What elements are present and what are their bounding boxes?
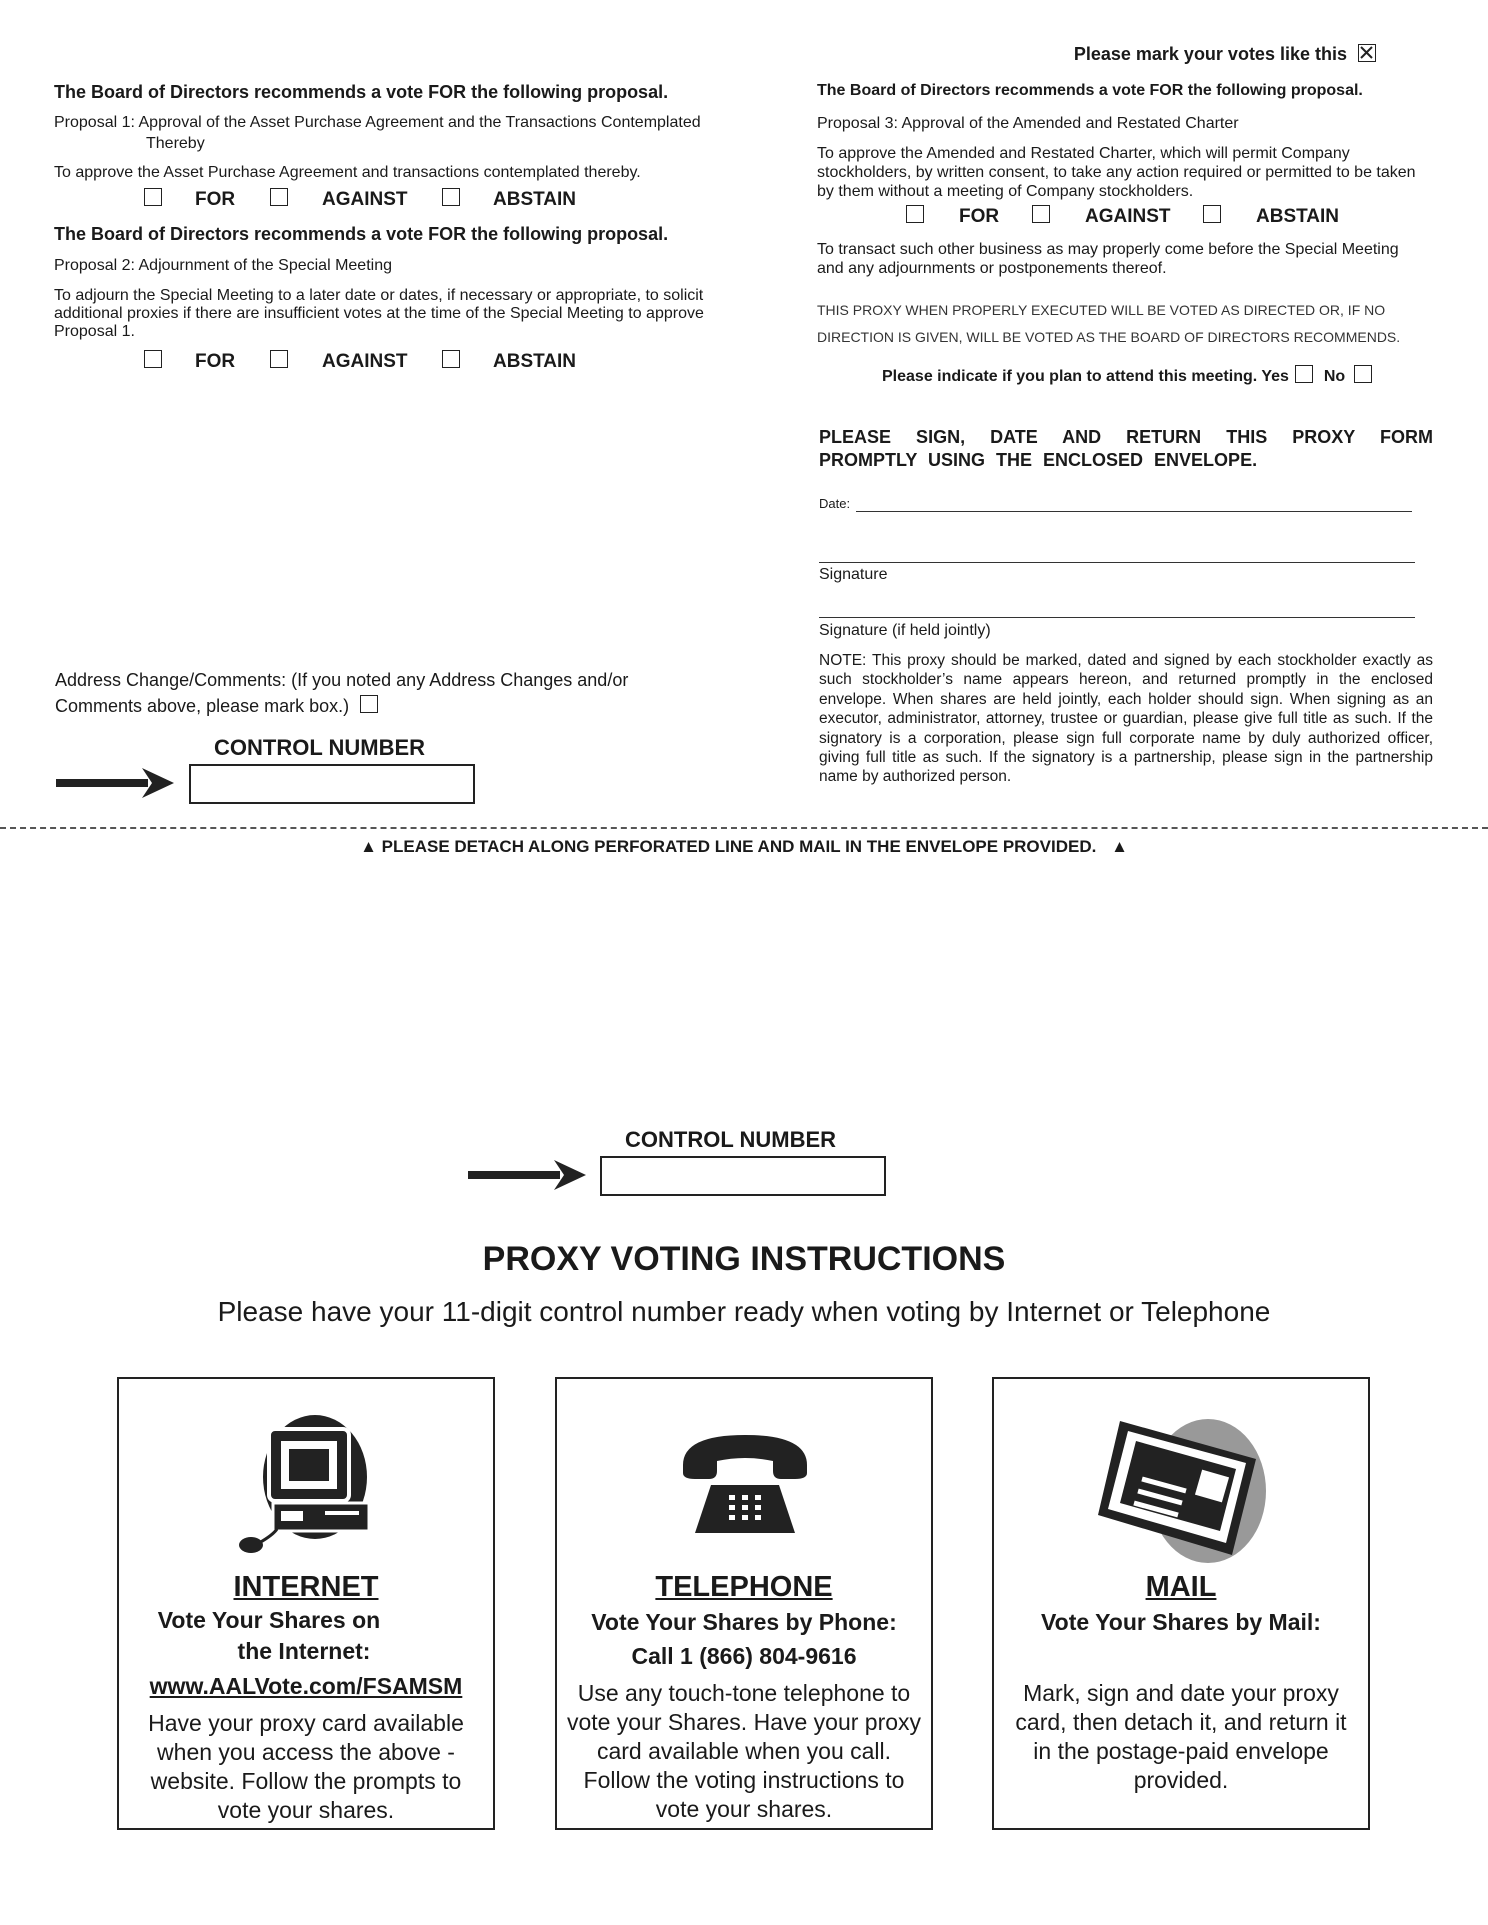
attend-yes-checkbox[interactable] (1295, 365, 1313, 383)
proposal-2-against-checkbox[interactable] (270, 350, 288, 368)
board-recommendation-1: The Board of Directors recommends a vote FOR the following proposal. (54, 82, 669, 102)
attend-meeting (882, 368, 1372, 386)
proposal-2-for-checkbox[interactable] (144, 350, 162, 368)
proposal-3-description: To approve the Amended and Restated Charter, which will permit Company stockholders, by written consent, to take any action required or permitted to be taken by them without a meeting of Company stockholders. (817, 145, 1416, 200)
sign-return-instruction: PLEASE SIGN, DATE AND RETURN THIS PROXY FORM PROMPTLY USING THE ENCLOSED ENVELOPE. (819, 427, 1433, 470)
other-business: To transact such other business as may properly come before the Special Meeting and any adjournments or postponements thereof. (817, 241, 1399, 277)
detach-instruction (0, 837, 1488, 857)
proxy-direction-line-1: THIS PROXY WHEN PROPERLY EXECUTED WILL BE VOTED AS DIRECTED OR, IF NO (817, 302, 1386, 318)
proxy-voting-title: PROXY VOTING INSTRUCTIONS (482, 1240, 1006, 1278)
mark-votes-text: Please mark your votes like this (1073, 44, 1347, 64)
proposal-3-vote-row (0, 205, 1488, 229)
telephone-sub-1: Vote Your Shares by Phone: (591, 1609, 897, 1635)
proposal-3-abstain-checkbox[interactable] (1203, 205, 1221, 223)
triangle-up-icon: ▲ (360, 837, 377, 856)
proposal-3-against-label: AGAINST (1085, 206, 1171, 227)
detach-text: PLEASE DETACH ALONG PERFORATED LINE AND MAIL IN THE ENVELOPE PROVIDED. (381, 837, 1097, 856)
proposal-2-against-label: AGAINST (322, 351, 408, 372)
proposal-1-description: To approve the Asset Purchase Agreement and transactions contemplated thereby. (54, 164, 641, 181)
address-change-comments (55, 667, 695, 719)
proxy-voting-subtitle: Please have your 11-digit control number ready when voting by Internet or Telephone (217, 1296, 1271, 1327)
proposal-3-title: Proposal 3: Approval of the Amended and Restated Charter (817, 115, 1239, 132)
proposal-2-abstain-label: ABSTAIN (493, 351, 577, 372)
control-number-label-bottom: CONTROL NUMBER (625, 1127, 837, 1152)
telephone-heading: TELEPHONE (655, 1571, 833, 1603)
computer-icon (229, 1407, 379, 1557)
proposal-2-description: To adjourn the Special Meeting to a later date or dates, if necessary or appropriate, to solicit additional proxies if there are insufficient votes at the time of the Special Meeting to approve Proposal 1. (54, 287, 704, 340)
proposal-3-against-checkbox[interactable] (1032, 205, 1050, 223)
proposal-3-for-checkbox[interactable] (906, 205, 924, 223)
signature-line[interactable] (819, 546, 1415, 563)
envelope-mail-icon (1090, 1405, 1280, 1565)
arrow-right-icon (56, 768, 176, 798)
date-line[interactable] (856, 494, 1412, 512)
attend-no-text: No (1323, 368, 1346, 386)
internet-sub-1: Vote Your Shares on (157, 1607, 381, 1633)
control-number-label-top: CONTROL NUMBER (214, 735, 426, 760)
date-label: Date: (819, 496, 851, 511)
proposal-1-title: Proposal 1: Approval of the Asset Purchase Agreement and the Transactions Contemplated (54, 114, 701, 131)
perforated-line (0, 827, 1488, 829)
signing-note: NOTE: This proxy should be marked, dated and signed by each stockholder exactly as such stockholder’s name appears hereon, and returned promptly in the enclosed envelope. When shares are held jointly, each holder should sign. When signing as an executor, administrator, attorney, trustee or guardian, please give full title as such. If the signatory is a corporation, please sign full corporate name by duly authorized officer, giving full title as such. If the signatory is a partnership, please sign in the partnership name by authorized person. (819, 652, 1433, 786)
mark-votes-note (1074, 44, 1376, 65)
triangle-up-icon: ▲ (1111, 837, 1128, 856)
proposal-2-title: Proposal 2: Adjournment of the Special Meeting (54, 257, 392, 274)
proposal-1-for-checkbox[interactable] (144, 188, 162, 206)
mail-body: Mark, sign and date your proxy card, then detach it, and return it in the postage-paid envelope provided. (1015, 1680, 1347, 1793)
internet-url-link[interactable]: www.AALVote.com/FSAMSM (149, 1673, 463, 1699)
internet-sub-2: the Internet: (237, 1638, 371, 1664)
internet-heading: INTERNET (233, 1571, 379, 1603)
mail-heading: MAIL (1145, 1571, 1217, 1603)
joint-signature-line[interactable] (819, 601, 1415, 618)
signature-label: Signature (819, 566, 888, 583)
proposal-1-abstain-label: ABSTAIN (493, 189, 577, 210)
internet-body: Have your proxy card available when you access the above -website. Follow the prompts to vote your shares. (148, 1710, 464, 1823)
control-number-box-bottom[interactable] (600, 1156, 886, 1196)
mail-sub-1: Vote Your Shares by Mail: (1041, 1609, 1321, 1635)
proposal-1-title-cont: Thereby (146, 135, 205, 152)
control-number-box-top[interactable] (189, 764, 475, 804)
telephone-icon (675, 1429, 815, 1539)
proposal-1-against-label: AGAINST (322, 189, 408, 210)
telephone-body: Use any touch-tone telephone to vote your Shares. Have your proxy card available when you call. Follow the voting instructions to vote your shares. (566, 1680, 922, 1822)
proposal-2-for-label: FOR (195, 351, 236, 372)
proposal-3-for-label: FOR (959, 206, 1000, 227)
proposal-1-for-label: FOR (195, 189, 236, 210)
address-change-text: Address Change/Comments: (If you noted any Address Changes and/or Comments above, please mark box.) (55, 670, 629, 716)
arrow-right-icon (468, 1160, 588, 1190)
proposal-2-abstain-checkbox[interactable] (442, 350, 460, 368)
internet-method-box (117, 1377, 495, 1830)
telephone-number: Call 1 (866) 804-9616 (631, 1643, 857, 1669)
proposal-1-abstain-checkbox[interactable] (442, 188, 460, 206)
attend-text: Please indicate if you plan to attend this meeting. Yes (882, 368, 1289, 386)
proposal-2-vote-row (0, 350, 760, 374)
proposal-1-against-checkbox[interactable] (270, 188, 288, 206)
board-recommendation-2: The Board of Directors recommends a vote FOR the following proposal. (54, 224, 669, 244)
example-checked-box (1358, 44, 1376, 62)
address-change-checkbox[interactable] (360, 695, 378, 713)
mail-method-box (992, 1377, 1370, 1830)
attend-no-checkbox[interactable] (1354, 365, 1372, 383)
board-recommendation-3: The Board of Directors recommends a vote FOR the following proposal. (817, 82, 1363, 99)
joint-signature-label: Signature (if held jointly) (819, 622, 991, 639)
proposal-3-abstain-label: ABSTAIN (1256, 206, 1340, 227)
telephone-method-box (555, 1377, 933, 1830)
proxy-direction-line-2: DIRECTION IS GIVEN, WILL BE VOTED AS THE BOARD OF DIRECTORS RECOMMENDS. (817, 329, 1401, 345)
